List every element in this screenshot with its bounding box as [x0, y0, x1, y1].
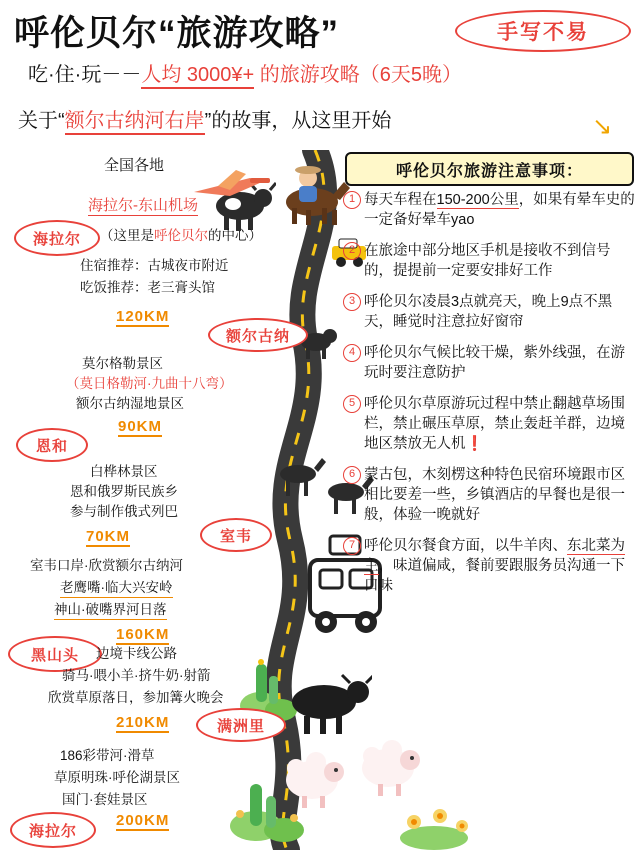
stop-bubble-shiwei[interactable]: 室韦 — [200, 518, 272, 552]
tip-text-1a: 每天车程在 — [364, 192, 437, 208]
tip-number-7: 7 — [343, 537, 361, 555]
subtitle-line-1 — [28, 58, 628, 87]
stop-line-4-2: 欣赏草原落日，参加篝火晚会 — [48, 690, 224, 705]
horse-rider-icon — [268, 156, 354, 226]
stop-line-4-0: 边境卡线公路 — [96, 646, 177, 661]
stop-line-1-2: 额尔古纳湿地景区 — [76, 396, 184, 411]
tip-number-6: 6 — [343, 466, 361, 484]
black-cow-icon — [276, 672, 372, 738]
stop-line-2-0: 白桦林景区 — [90, 464, 158, 479]
stop-line-4-1: 骑马·喂小羊·挤牛奶·射箭 — [62, 668, 211, 683]
tip-text-5b: ❗ — [465, 436, 484, 452]
origin-label: 全国各地 — [104, 157, 165, 174]
tip-number-5: 5 — [343, 395, 361, 413]
airplane-icon — [190, 168, 276, 206]
distance-0: 120KM — [116, 308, 170, 325]
stop-bubble-hailaer-2[interactable]: 海拉尔 — [10, 812, 96, 848]
tip-item-6 — [344, 465, 636, 525]
stop-bubble-hailaer-1[interactable]: 海拉尔 — [14, 220, 100, 256]
tip-text-6a: 蒙古包，木刻楞这种特色民宿环境跟市区相比要差一些，乡镇酒店的早餐也是很一般，体验一晚就好 — [364, 467, 625, 523]
stop-line-0-1: 吃饭推荐：老三膏头馆 — [80, 280, 215, 295]
tip-item-5 — [344, 394, 636, 454]
stop-bubble-manzhouli[interactable]: 满洲里 — [196, 708, 286, 742]
stop-line-1-0: 莫尔格勒景区 — [82, 356, 163, 371]
sheep-icon-1 — [276, 748, 350, 814]
tips-heading: 呼伦贝尔旅游注意事项： — [345, 152, 634, 186]
handwritten-badge: 手写不易 — [455, 10, 631, 52]
tip-text-4a: 呼伦贝尔气候比较干燥，紫外线强，在游玩时要注意防护 — [364, 345, 625, 381]
tip-item-1 — [344, 190, 636, 230]
distance-4: 210KM — [116, 714, 170, 731]
tip-text-5a: 呼伦贝尔草原游玩过程中禁止翻越草场围栏，禁止碾压草原，禁止轰赶羊群，边境地区禁放无人机 — [364, 396, 625, 452]
tip-number-2: 2 — [343, 242, 361, 260]
tip-item-2 — [344, 241, 636, 281]
stop-line-2-2: 参与制作俄式列巴 — [70, 504, 178, 519]
distance-3: 160KM — [116, 626, 170, 643]
tip-text-2a: 在旅途中部分地区手机是接收不到信号的，提提前一定要安排好工作 — [364, 243, 611, 279]
stop-bubble-eerguna[interactable]: 额尔古纳 — [208, 318, 308, 352]
tip-text-7a: 呼伦贝尔餐食方面，以牛羊肉、 — [364, 538, 567, 554]
distance-5: 200KM — [116, 812, 170, 829]
stop-line-3-0: 室韦口岸·欣赏额尔古纳河 — [30, 558, 183, 573]
tip-underline-1: 150-200公里 — [436, 192, 519, 208]
distance-1: 90KM — [118, 418, 163, 435]
subtitle-line-2 — [18, 104, 628, 133]
stop-bubble-heishantou[interactable]: 黑山头 — [8, 636, 102, 672]
stop-bubble-enhe[interactable]: 恩和 — [16, 428, 88, 462]
airport-label: 海拉尔-东山机场 — [88, 197, 198, 214]
tip-text-7b: ，味道偏咸，餐前要跟服务员沟通一下口味 — [364, 558, 625, 594]
tip-item-3 — [344, 292, 636, 332]
subtitle2-book: 额尔古纳河右岸 — [65, 110, 205, 135]
stop-line-5-0: 186彩带河·滑草 — [60, 748, 155, 763]
stop-note-hailaer: （这里是呼伦贝尔的中心） — [100, 228, 262, 243]
distance-2: 70KM — [86, 528, 131, 545]
tip-item-4 — [344, 343, 636, 383]
stop-line-2-1: 恩和俄罗斯民族乡 — [70, 484, 178, 499]
tip-item-7 — [344, 536, 636, 596]
subtitle1-price: 人均 3000¥+ — [141, 64, 254, 89]
tip-number-4: 4 — [343, 344, 361, 362]
arrow-down-right-icon: ↘ — [592, 113, 613, 140]
tip-text-1b: ，如果有晕车史的一定备好晕车yao — [364, 192, 635, 228]
stop-line-1-1: （莫日格勒河·九曲十八弯） — [66, 376, 233, 391]
tip-underline-7: 东北菜为主 — [364, 538, 625, 574]
stop-line-3-2: 神山·破嘴界河日落 — [54, 600, 167, 620]
stop-line-0-0: 住宿推荐：古城夜市附近 — [80, 258, 229, 273]
sheep-icon-2 — [352, 736, 426, 802]
tip-number-3: 3 — [343, 293, 361, 311]
tip-number-1: 1 — [343, 191, 361, 209]
subtitle1-part-c: 的旅游攻略（6天5晚） — [259, 64, 462, 86]
stop-line-3-1: 老鹰嘴·临大兴安岭 — [60, 578, 173, 598]
stop-line-5-1: 草原明珠·呼伦湖景区 — [54, 770, 180, 785]
subtitle2-part-c: ”的故事，从这里开始 — [204, 110, 392, 132]
tip-text-3a: 呼伦贝尔凌晨3点就亮天，晚上9点不黑天，睡觉时注意拉好窗帘 — [364, 294, 613, 330]
tips-list — [344, 190, 636, 607]
stop-line-5-2: 国门·套娃景区 — [62, 792, 148, 807]
subtitle2-part-a: 关于“ — [18, 110, 65, 132]
subtitle1-part-a: 吃·住·玩－－ — [28, 64, 142, 86]
page-title: 呼伦贝尔“旅游攻略” — [14, 14, 340, 53]
